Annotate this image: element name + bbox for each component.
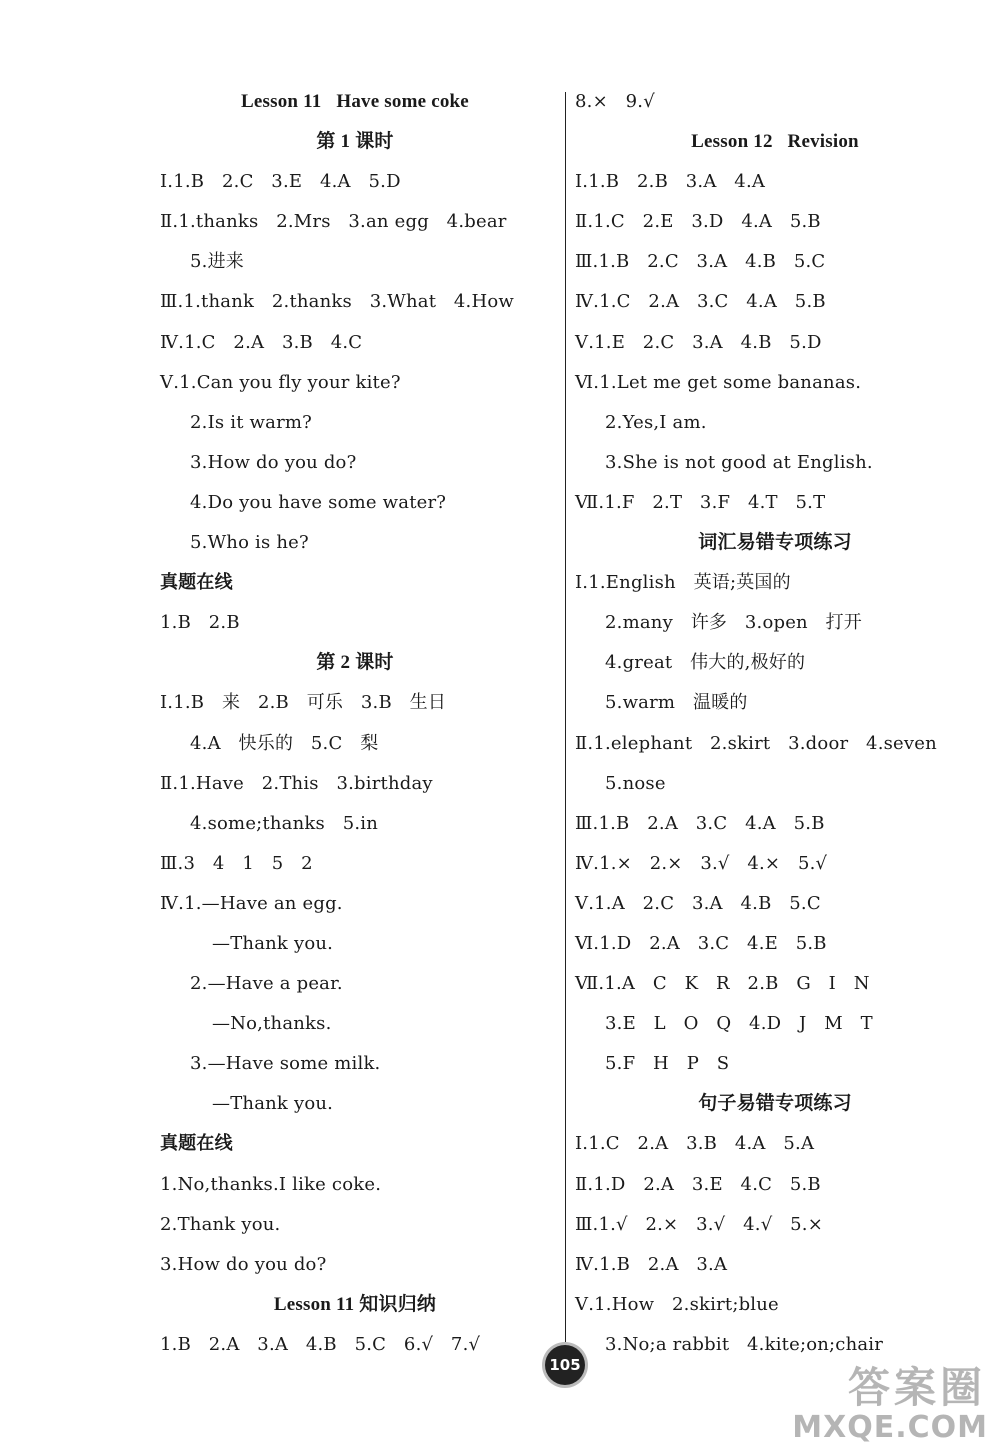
answer-line: 3.She is not good at English. — [605, 451, 873, 473]
left-answer-column — [160, 82, 550, 1365]
answer-line: 真题在线 — [160, 1133, 233, 1155]
answer-line: Ⅲ.1.B 2.A 3.C 4.A 5.B — [575, 812, 825, 834]
answer-line: Ⅲ.1.thank 2.thanks 3.What 4.How — [160, 291, 515, 313]
answer-line: Ⅳ.1.C 2.A 3.C 4.A 5.B — [575, 291, 826, 313]
answer-line: 5.进来 — [190, 251, 244, 273]
answer-line: —No,thanks. — [212, 1013, 332, 1035]
section-heading: 句子易错专项练习 — [698, 1093, 852, 1115]
section-heading: 第 1 课时 — [316, 131, 394, 153]
answer-line: Ⅰ.1.B 2.B 3.A 4.A — [575, 171, 766, 193]
answer-line: Ⅴ.1.Can you fly your kite? — [160, 371, 401, 393]
answer-line: Ⅱ.1.C 2.E 3.D 4.A 5.B — [575, 211, 821, 233]
answer-line: —Thank you. — [212, 932, 334, 954]
answer-line: Ⅴ.1.E 2.C 3.A 4.B 5.D — [575, 331, 822, 353]
answer-line: Ⅲ.3 4 1 5 2 — [160, 852, 313, 874]
answer-line: 4.A 快乐的 5.C 梨 — [190, 732, 379, 754]
answer-line: Ⅶ.1.F 2.T 3.F 4.T 5.T — [575, 491, 826, 513]
watermark-logo — [764, 1355, 994, 1447]
answer-line: 真题在线 — [160, 572, 233, 594]
answer-line: Ⅲ.1.√ 2.× 3.√ 4.√ 5.× — [575, 1213, 823, 1235]
answer-line: 4.Do you have some water? — [190, 491, 447, 513]
right-answer-column — [575, 82, 975, 1365]
answer-line: Ⅵ.1.D 2.A 3.C 4.E 5.B — [575, 932, 827, 954]
answer-line: 4.some;thanks 5.in — [190, 812, 379, 834]
answer-line: Ⅰ.1.B 2.C 3.E 4.A 5.D — [160, 171, 401, 193]
answer-line: 2.many 许多 3.open 打开 — [605, 612, 863, 634]
section-heading: 词汇易错专项练习 — [698, 532, 852, 554]
answer-line: Ⅱ.1.thanks 2.Mrs 3.an egg 4.bear — [160, 211, 507, 233]
column-divider — [565, 92, 566, 1354]
answer-line: Ⅶ.1.A C K R 2.B G I N — [575, 973, 870, 995]
answer-line: Ⅰ.1.C 2.A 3.B 4.A 5.A — [575, 1133, 815, 1155]
answer-line: 4.great 伟大的,极好的 — [605, 652, 806, 674]
answer-line: 5.Who is he? — [190, 532, 309, 554]
answer-line: 2.—Have a pear. — [190, 973, 343, 995]
watermark-text-top: 答案圈 — [847, 1363, 986, 1412]
answer-line: 3.E L O Q 4.D J M T — [605, 1013, 873, 1035]
answer-line: Ⅲ.1.B 2.C 3.A 4.B 5.C — [575, 251, 826, 273]
answer-line: Ⅵ.1.Let me get some bananas. — [575, 371, 862, 393]
watermark-text-bottom: MXQE.COM — [792, 1410, 988, 1445]
answer-line: Ⅳ.1.—Have an egg. — [160, 892, 343, 914]
answer-line: 2.Yes,I am. — [605, 411, 707, 433]
answer-line: 1.No,thanks.I like coke. — [160, 1173, 382, 1195]
answer-line: 2.Is it warm? — [190, 411, 313, 433]
section-heading: Lesson 11 知识归纳 — [273, 1293, 437, 1315]
answer-line: Ⅳ.1.C 2.A 3.B 4.C — [160, 331, 363, 353]
answer-line: 3.No;a rabbit 4.kite;on;chair — [605, 1333, 884, 1355]
section-heading: Lesson 12 Revision — [691, 131, 859, 153]
answer-line: Ⅱ.1.Have 2.This 3.birthday — [160, 772, 433, 794]
answer-line: 8.× 9.√ — [575, 91, 655, 112]
answer-line: Ⅱ.1.elephant 2.skirt 3.door 4.seven — [575, 732, 937, 754]
answer-line: Ⅰ.1.B 来 2.B 可乐 3.B 生日 — [160, 692, 447, 714]
section-heading: Lesson 11 Have some coke — [241, 91, 469, 112]
answer-line: 5.F H P S — [605, 1053, 730, 1075]
answer-line: —Thank you. — [212, 1093, 334, 1115]
answer-line: 1.B 2.A 3.A 4.B 5.C 6.√ 7.√ — [160, 1333, 481, 1355]
answer-line: Ⅱ.1.D 2.A 3.E 4.C 5.B — [575, 1173, 821, 1195]
answer-line: Ⅴ.1.How 2.skirt;blue — [575, 1293, 779, 1315]
answer-line: 3.How do you do? — [190, 451, 357, 473]
answer-line: Ⅳ.1.× 2.× 3.√ 4.× 5.√ — [575, 852, 828, 874]
answer-line: 3.—Have some milk. — [190, 1053, 381, 1075]
answer-line: 2.Thank you. — [160, 1213, 281, 1235]
answer-line: Ⅰ.1.English 英语;英国的 — [575, 572, 791, 594]
answer-line: 3.How do you do? — [160, 1253, 327, 1275]
answer-line: 5.warm 温暖的 — [605, 692, 748, 714]
page-number-badge: 105 — [545, 1345, 585, 1385]
answer-line: 1.B 2.B — [160, 612, 240, 634]
answer-line: 5.nose — [605, 772, 666, 794]
section-heading: 第 2 课时 — [316, 652, 394, 674]
answer-line: Ⅳ.1.B 2.A 3.A — [575, 1253, 728, 1275]
answer-line: Ⅴ.1.A 2.C 3.A 4.B 5.C — [575, 892, 821, 914]
